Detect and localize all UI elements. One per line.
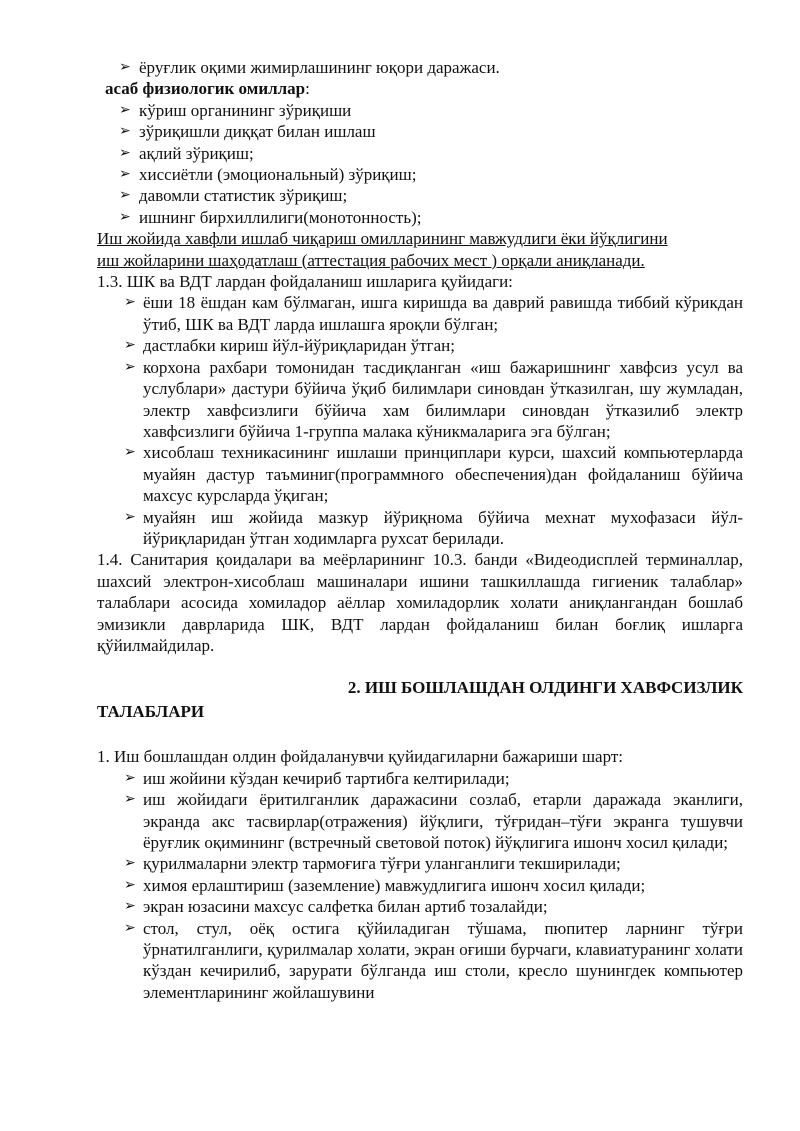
- list-item: [97, 875, 743, 896]
- list-item-text: иш жойидаги ёритилганлик даражасини созлаб, етарли даражада эканлиги, экранда акс тасвирлар(отражения) йўқлиги, тўғридан–тўғи экранга тушувчи ёруғлик оқимининг (встречный световой поток) йўқлигига ишонч хосил қилади;: [143, 790, 743, 852]
- list-item-text: корхона рахбари томонидан тасдиқланган «иш бажаришнинг хавфсиз усул ва услублари» дастури бўйича ўқиб билимлари синовдан ўтказилган, шу жумладан, электр хавфсизлиги бўйича хам билимлари синовдан ўтказилиб электр хавфсизлиги бўйича 1-группа малака кўникмаларига эга бўлган;: [143, 357, 743, 441]
- list-item-text: хисоблаш техникасининг ишлаши принциплари курси, шахсий компьютерларда муайян дастур таъминиг(программного обеспечения)дан фойдаланиш бўйича махсус курсларда ўқиган;: [143, 443, 743, 506]
- list-item-text: экран юзасини махсус салфетка билан артиб тозалайди;: [143, 897, 548, 917]
- section-2-list: [97, 768, 743, 1003]
- arrow-bullet-icon: ➢: [124, 876, 136, 893]
- list-item-text: зўриқишли диққат билан ишлаш: [139, 122, 376, 142]
- section-1-3-title: 1.3. ШК ва ВДТ лардан фойдаланиш ишларига қуйидаги:: [97, 272, 513, 292]
- list-item: [97, 442, 743, 506]
- list-item-text: ёши 18 ёшдан кам бўлмаган, ишга киришда ва даврий равишда тиббий кўрикдан ўтиб, ШК ва ВДТ ларда ишлашга яроқли бўлган;: [143, 293, 743, 334]
- list-item-text: кўриш органининг зўриқиши: [139, 100, 352, 120]
- arrow-bullet-icon: ➢: [119, 101, 131, 118]
- list-item-text: химоя ерлаштириш (заземление) мавжудлигига ишонч хосил қилади;: [143, 875, 646, 895]
- list-item: [97, 896, 743, 917]
- list-item: [97, 292, 743, 335]
- list-item: [97, 768, 743, 789]
- arrow-bullet-icon: ➢: [124, 898, 136, 915]
- list-item-text: хиссиётли (эмоциональный) зўриқиш;: [139, 165, 417, 185]
- spacer: [97, 724, 743, 746]
- arrow-bullet-icon: ➢: [124, 919, 136, 936]
- list-item-text: стол, стул, оёқ остига қўйиладиган тўшама, пюпитер ларнинг тўғри ўрнатилганлиги, қурилмалар холати, экран оғиши бурчаги, клавиатуранинг холати кўздан кечирилиб, зарурати бўлганда иш столи, кресло шунингдек компьютер элементларининг жойлашувини: [143, 918, 743, 1002]
- neuro-factors-label: асаб физиологик омиллар: [105, 79, 306, 99]
- arrow-bullet-icon: ➢: [124, 294, 136, 311]
- label-colon: :: [305, 79, 310, 99]
- list-item: [97, 164, 743, 185]
- list-item: [97, 143, 743, 164]
- section-heading-line-2: ТАЛАБЛАРИ: [97, 702, 205, 722]
- arrow-bullet-icon: ➢: [119, 123, 131, 140]
- section-label: [97, 78, 743, 99]
- arrow-bullet-icon: ➢: [124, 508, 136, 525]
- arrow-bullet-icon: ➢: [119, 187, 131, 204]
- list-item: [97, 335, 743, 356]
- list-item: [97, 121, 743, 142]
- arrow-bullet-icon: ➢: [119, 144, 131, 161]
- section-1-4-paragraph: 1.4. Санитария қоидалари ва меёрларининг 10.3. банди «Видеодисплей терминаллар, шахсий электрон-хисоблаш машиналари ишини ташкиллашда гигиеник талаблар» талаблари асосида хомиладор аёллар хомиладорлик холати аниқлангандан бошлаб эмизикли даврларида ШК, ВДТ лардан фойдаланиш билан боғлиқ ишларга қўйилмайдилар.: [97, 550, 743, 655]
- list-item-text: дастлабки кириш йўл-йўриқларидан ўтган;: [143, 336, 455, 356]
- list-item: [97, 853, 743, 874]
- document-page: [97, 57, 743, 1003]
- list-item-text: ёруғлик оқими жимирлашининг юқори даражаси.: [139, 58, 500, 77]
- arrow-bullet-icon: ➢: [124, 855, 136, 872]
- arrow-bullet-icon: ➢: [119, 59, 131, 75]
- arrow-bullet-icon: ➢: [124, 337, 136, 354]
- arrow-bullet-icon: ➢: [124, 769, 136, 786]
- list-item: [97, 57, 743, 78]
- list-item-text: муайян иш жойида мазкур йўриқнома бўйича мехнат мухофазаси йўл-йўриқларидан ўтган ходимларга рухсат берилади.: [143, 507, 743, 548]
- arrow-bullet-icon: ➢: [119, 208, 131, 225]
- section-2-intro: 1. Иш бошлашдан олдин фойдаланувчи қуйидагиларни бажариши шарт:: [97, 747, 624, 767]
- list-item-text: қурилмаларни электр тармоғига тўғри уланганлиги текширилади;: [143, 854, 621, 874]
- list-item: [97, 507, 743, 550]
- arrow-bullet-icon: ➢: [124, 791, 136, 808]
- underlined-statement-line-1: Иш жойида хавфли ишлаб чиқариш омилларининг мавжудлиги ёки йўқлигини: [97, 229, 668, 249]
- arrow-bullet-icon: ➢: [124, 358, 136, 375]
- list-item: [97, 789, 743, 853]
- list-item: [97, 357, 743, 443]
- section-1-3-list: [97, 292, 743, 549]
- list-item: [97, 100, 743, 121]
- list-item-text: ақлий зўриқиш;: [139, 143, 254, 163]
- list-item-text: ишнинг бирхиллилиги(монотонность);: [139, 207, 422, 227]
- list-item-text: давомли статистик зўриқиш;: [139, 186, 348, 206]
- section-heading-line-1: 2. ИШ БОШЛАШДАН ОЛДИНГИ ХАВФСИЗЛИК: [347, 678, 743, 698]
- list-item: [97, 185, 743, 206]
- arrow-bullet-icon: ➢: [119, 166, 131, 183]
- arrow-bullet-icon: ➢: [124, 444, 136, 461]
- neuro-factors-list: [97, 100, 743, 228]
- underlined-statement-line-2: иш жойларини шаҳодатлаш (аттестация рабочих мест ) орқали аниқланади.: [97, 250, 645, 270]
- list-item: [97, 918, 743, 1004]
- list-item: [97, 207, 743, 228]
- list-item-text: иш жойини кўздан кечириб тартибга келтирилади;: [143, 768, 510, 788]
